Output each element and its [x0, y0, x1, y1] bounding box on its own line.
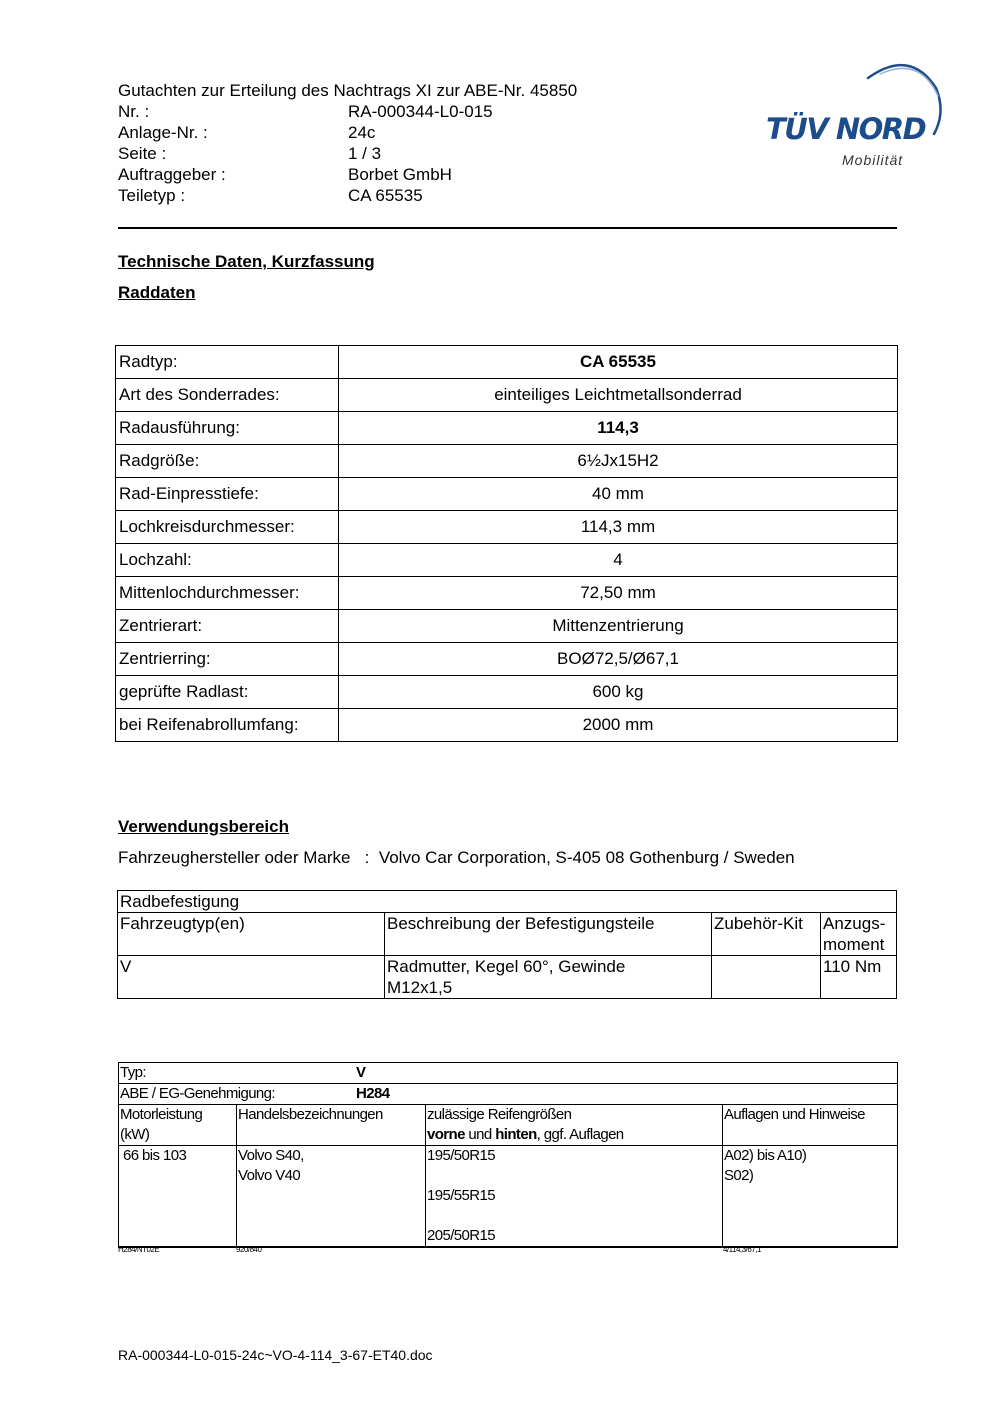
- header-hinten: hinten: [495, 1126, 537, 1143]
- header-row: [118, 164, 577, 185]
- rad-value: 2000 mm: [339, 709, 898, 742]
- reifen-size: 195/55R15: [427, 1187, 495, 1204]
- table-row: [116, 379, 898, 412]
- table-row: [116, 445, 898, 478]
- header-value: RA-000344-L0-015: [348, 102, 493, 121]
- cell-line: A02) bis A10): [724, 1147, 807, 1164]
- rad-key: Radtyp:: [116, 346, 339, 379]
- rad-key: Lochkreisdurchmesser:: [116, 511, 339, 544]
- header-line: moment: [823, 935, 885, 954]
- table-row: [119, 1105, 898, 1146]
- column-header-reifengroessen: [426, 1105, 723, 1146]
- header-key: Teiletyp :: [118, 186, 186, 205]
- document-title: Gutachten zur Erteilung des Nachtrags XI zur ABE-Nr. 45850: [118, 81, 578, 100]
- tuv-nord-logo: [760, 56, 945, 171]
- header-row: [118, 101, 577, 122]
- column-header: Zubehör-Kit: [712, 913, 821, 956]
- rad-value: BOØ72,5/Ø67,1: [339, 643, 898, 676]
- fahrzeugtyp-cell: V: [118, 956, 385, 999]
- reifengroessen-cell: [426, 1146, 723, 1248]
- raddaten-table: [115, 345, 898, 742]
- rad-key: bei Reifenabrollumfang:: [116, 709, 339, 742]
- header-value: 24c: [348, 123, 376, 142]
- table-row: [119, 1063, 898, 1084]
- table-row: [116, 346, 898, 379]
- column-header: Beschreibung der Befestigungsteile: [385, 913, 712, 956]
- anzugsmoment-cell: 110 Nm: [821, 956, 897, 999]
- rad-key: geprüfte Radlast:: [116, 676, 339, 709]
- rad-value: 114,3: [339, 412, 898, 445]
- table-row: [116, 511, 898, 544]
- column-header-handelsbezeichnungen: Handelsbezeichnungen: [237, 1105, 426, 1146]
- hersteller-label: Fahrzeughersteller oder Marke: [118, 848, 351, 867]
- rad-key: Zentrierring:: [116, 643, 339, 676]
- rad-value: 72,50 mm: [339, 577, 898, 610]
- table-row: [118, 913, 897, 956]
- document-header: [118, 80, 577, 206]
- reifen-size: 195/50R15: [427, 1147, 495, 1164]
- column-header: Fahrzeugtyp(en): [118, 913, 385, 956]
- rad-value: 4: [339, 544, 898, 577]
- cell-line: S02): [724, 1167, 754, 1184]
- table-row: [116, 577, 898, 610]
- abe-row: [119, 1084, 898, 1105]
- abe-label: ABE / EG-Genehmigung:: [120, 1085, 275, 1102]
- reifen-size: 205/50R15: [427, 1227, 495, 1244]
- rad-value: Mittenzentrierung: [339, 610, 898, 643]
- table-row: [116, 676, 898, 709]
- cell-line: Volvo S40,: [238, 1147, 304, 1164]
- hersteller-separator: :: [364, 848, 370, 867]
- column-header-auflagen: Auflagen und Hinweise: [723, 1105, 898, 1146]
- header-line: Anzugs-: [823, 914, 886, 933]
- cell-line: Volvo V40: [238, 1167, 301, 1184]
- section-title-raddaten: Raddaten: [118, 283, 196, 302]
- typ-footnote-code: 920/840: [236, 1245, 262, 1254]
- typ-footnote-code: 4/114,3/67,1: [723, 1245, 761, 1254]
- abe-value: H284: [356, 1085, 390, 1102]
- rad-key: Radausführung:: [116, 412, 339, 445]
- table-row: [116, 643, 898, 676]
- header-key: Anlage-Nr. :: [118, 123, 208, 142]
- motorleistung-cell: 66 bis 103: [119, 1146, 237, 1248]
- radbefestigung-table: [117, 890, 897, 999]
- table-row: [116, 412, 898, 445]
- header-line: Motorleistung: [120, 1106, 203, 1123]
- typ-footnote-code: H284/NT02E: [118, 1245, 160, 1254]
- section-title-technische-daten: Technische Daten, Kurzfassung: [118, 252, 375, 271]
- header-line: (kW): [120, 1126, 150, 1143]
- table-row: [118, 891, 897, 913]
- header-value: Borbet GmbH: [348, 165, 452, 184]
- befestigung-title: Radbefestigung: [118, 891, 897, 913]
- column-header-motorleistung: [119, 1105, 237, 1146]
- rad-key: Art des Sonderrades:: [116, 379, 339, 412]
- header-key: Nr. :: [118, 102, 150, 121]
- fahrzeughersteller-line: [118, 848, 795, 868]
- rad-value: 114,3 mm: [339, 511, 898, 544]
- auflagen-cell: [723, 1146, 898, 1248]
- table-row: [118, 956, 897, 999]
- hersteller-value: Volvo Car Corporation, S-405 08 Gothenburg / Sweden: [378, 848, 795, 867]
- header-line: zulässige Reifengrößen: [427, 1106, 572, 1123]
- rad-value: 40 mm: [339, 478, 898, 511]
- handelsbezeichnung-cell: [237, 1146, 426, 1248]
- rad-key: Lochzahl:: [116, 544, 339, 577]
- header-vorne: vorne: [427, 1126, 465, 1143]
- table-row: [116, 709, 898, 742]
- table-row: [119, 1084, 898, 1105]
- rad-key: Radgröße:: [116, 445, 339, 478]
- zubehoer-kit-cell: [712, 956, 821, 999]
- header-row: [118, 185, 577, 206]
- document-filename: RA-000344-L0-015-24c~VO-4-114_3-67-ET40.doc: [118, 1347, 433, 1363]
- beschreibung-cell: [385, 956, 712, 999]
- table-row: [116, 544, 898, 577]
- rad-key: Rad-Einpresstiefe:: [116, 478, 339, 511]
- header-divider: [118, 227, 897, 229]
- cell-line: M12x1,5: [387, 978, 453, 997]
- table-row: [119, 1146, 898, 1248]
- header-und: und: [464, 1126, 496, 1143]
- logo-subtitle: Mobilität: [842, 152, 904, 168]
- typ-label: Typ:: [120, 1064, 146, 1081]
- rad-value: CA 65535: [339, 346, 898, 379]
- header-auflagen-suffix: , ggf. Auflagen: [536, 1126, 624, 1143]
- rad-key: Mittenlochdurchmesser:: [116, 577, 339, 610]
- table-row: [116, 478, 898, 511]
- header-value: CA 65535: [348, 186, 423, 205]
- logo-wordmark: TÜV NORD: [766, 112, 926, 146]
- rad-value: einteiliges Leichtmetallsonderrad: [339, 379, 898, 412]
- header-row: [118, 122, 577, 143]
- typ-row: [119, 1063, 898, 1084]
- header-key: Auftraggeber :: [118, 165, 226, 184]
- header-value: 1 / 3: [348, 144, 382, 163]
- typ-value: V: [356, 1064, 366, 1081]
- cell-line: Radmutter, Kegel 60°, Gewinde: [387, 957, 626, 976]
- typ-table: [118, 1062, 898, 1248]
- rad-value: 6½Jx15H2: [339, 445, 898, 478]
- section-title-verwendungsbereich: Verwendungsbereich: [118, 817, 289, 836]
- table-row: [116, 610, 898, 643]
- column-header: [821, 913, 897, 956]
- rad-value: 600 kg: [339, 676, 898, 709]
- rad-key: Zentrierart:: [116, 610, 339, 643]
- header-key: Seite :: [118, 144, 167, 163]
- header-row: [118, 143, 577, 164]
